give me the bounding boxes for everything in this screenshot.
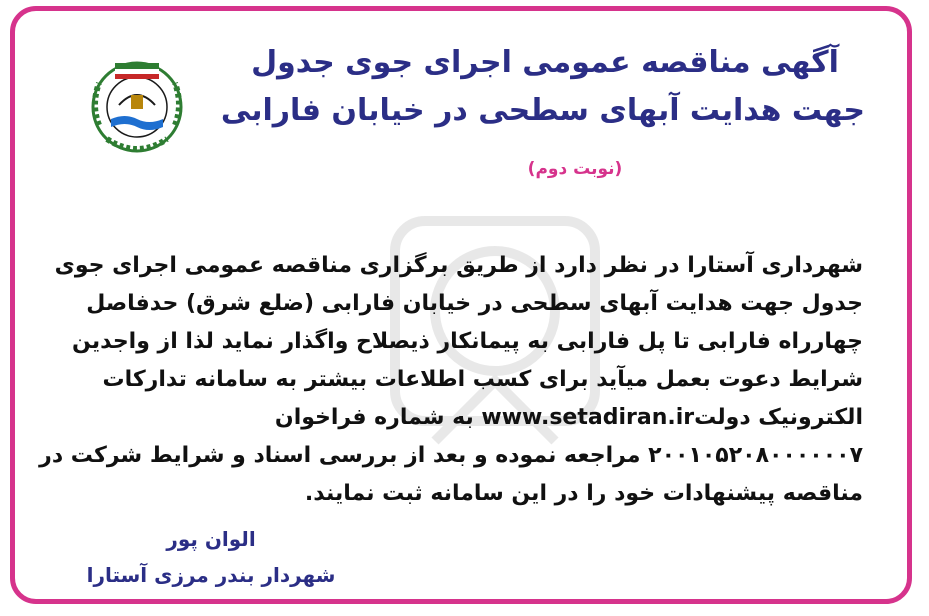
body-line-7: مناقصه پیشنهادات خود را در این سامانه ثبت نمایند. xyxy=(304,481,863,506)
body-line-2: جدول جهت هدایت آبهای سطحی در خیابان فارابی (ضلع شرق) حدفاصل xyxy=(86,291,863,316)
signature-block xyxy=(71,521,351,593)
notice-subtitle: (نوبت دوم) xyxy=(527,159,623,179)
title-line-2: جهت هدایت آبهای سطحی در خیابان فارابی xyxy=(220,93,865,128)
astara-municipality-seal-icon xyxy=(85,55,189,165)
signature-role: شهردار بندر مرزی آستارا xyxy=(86,563,336,587)
body-line-4: شرایط دعوت بعمل میآید برای کسب اطلاعات بیشتر به سامانه تدارکات xyxy=(102,367,863,392)
body-line-1: شهرداری آستارا در نظر دارد از طریق برگزاری مناقصه عمومی اجرای جوی xyxy=(54,253,863,278)
body-line-6: ۲۰۰۱۰۵۲۰۸۰۰۰۰۰۰۷ مراجعه نموده و بعد از بررسی اسناد و شرایط شرکت در xyxy=(39,443,863,468)
notice-title xyxy=(220,39,865,135)
signature-name: الوان پور xyxy=(166,527,256,551)
notice-body xyxy=(39,247,863,513)
title-line-1: آگهی مناقصه عمومی اجرای جوی جدول xyxy=(251,45,839,80)
notice-frame xyxy=(10,6,912,604)
body-line-3: چهارراه فارابی تا پل فارابی به پیمانکار ذیصلاح واگذار نماید لذا از واجدین xyxy=(72,329,863,354)
body-line-5: الکترونیک دولتwww.setadiran.ir به شماره فراخوان xyxy=(274,405,863,430)
